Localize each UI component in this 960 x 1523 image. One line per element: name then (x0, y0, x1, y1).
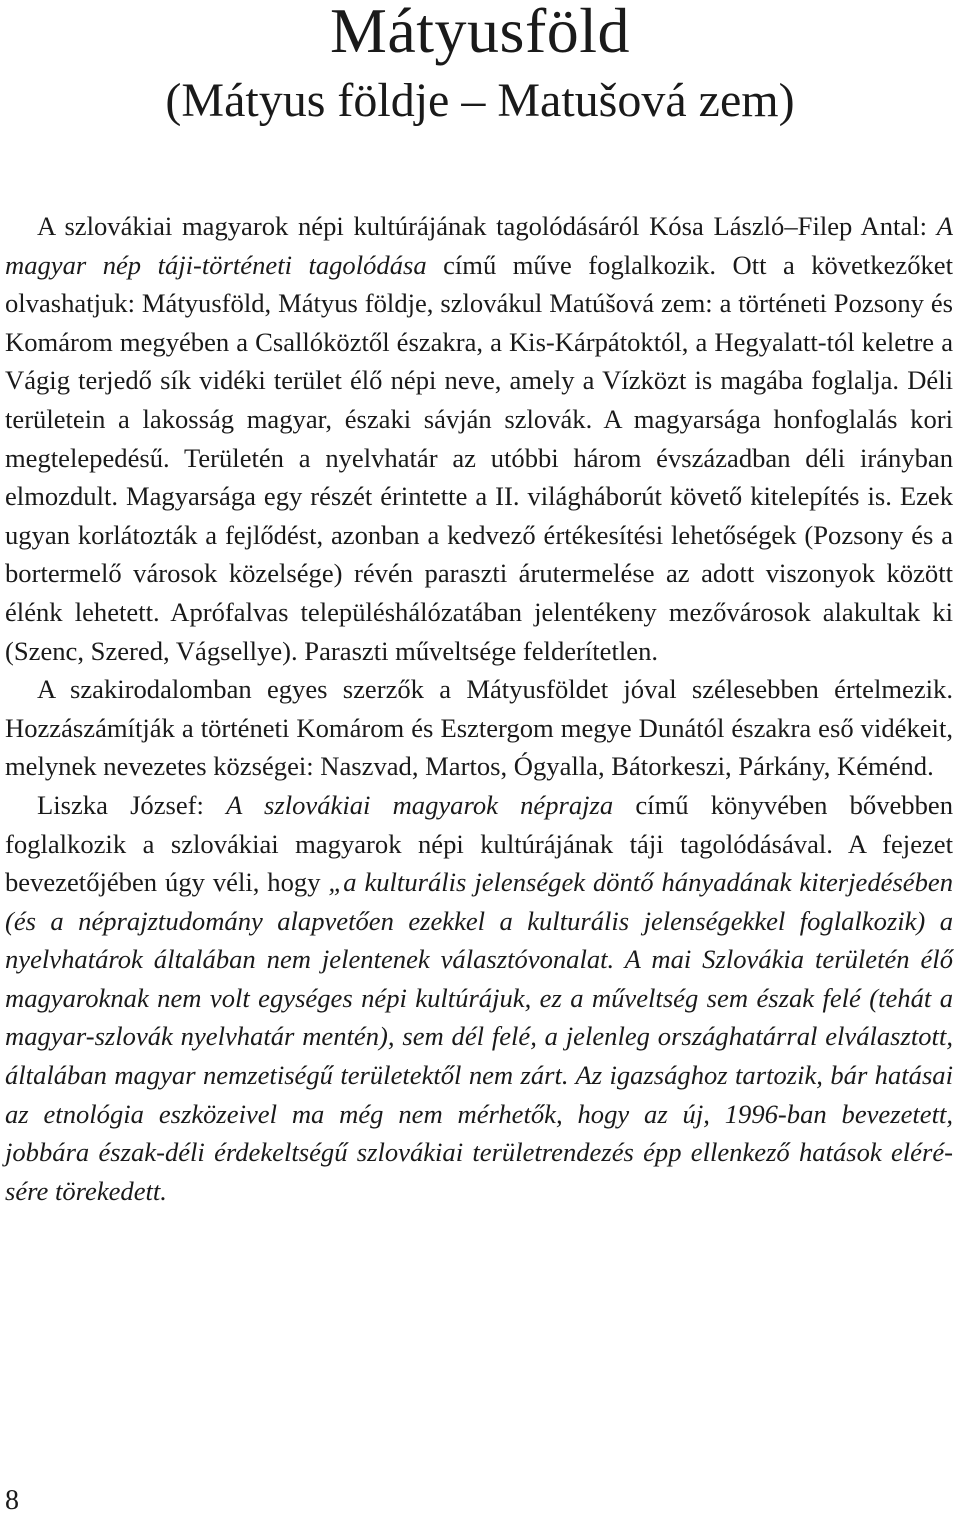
paragraph-3 (5, 786, 953, 1211)
body-text (5, 207, 953, 1210)
paragraph-1-text-c: című műve foglalkozik. Ott a következőket olvashatjuk: Mátyusföld, Mátyus földje, szlovákul Matúšová zem: a történeti Pozsony és Komárom megyében a Csallóköztől északra, a Kis-Kárpátoktól, a Hegyalatt-tól keletre a Vágig terjedő sík vidéki terület élő népi neve, amely a Vízközt is magába foglalja. Déli területein a lakosság magyar, északi sávján szlovák. A magyarsága honfoglalás kori megtelepedésű. Területén a nyelvhatár az utóbbi három évszázadban déli irányban elmozdult. Magyarsága egy részét érintette a II. világháborút követő kitelepítés is. Ezek ugyan korlátozták a fejlődést, azonban a kedvező értékesítési lehetőségek (Pozsony és a bortermelő városok közelsége) révén paraszti árutermelése az adott viszonyok között élénk lehetett. Aprófalvas településhálózatában jelentékeny mezővárosok alakultak ki (Szenc, Szered, Vágsellye). Paraszti műveltsége felderítetlen. (5, 249, 953, 666)
paragraph-2: A szakirodalomban egyes szerzők a Mátyusföldet jóval szélesebben értelmezik. Hozzászámítják a történeti Komárom és Esztergom megye Dunától északra eső vidékeit, melynek nevezetes községei: Naszvad, Martos, Ógyalla, Bátorkeszi, Párkány, Kéménd. (5, 674, 953, 782)
paragraph-1 (5, 207, 953, 670)
paragraph-1-text-a: A szlovákiai magyarok népi kultúrájának tagolódásáról Kósa László–Filep Antal: (37, 211, 937, 241)
page-title: Mátyusföld (329, 0, 631, 66)
paragraph-3-quote: „a kulturális jelenségek döntő hányadának kiterjedésében (és a néprajztudomány alapvetően ezekkel a kulturális jelenségekkel foglalkozik) a nyelvhatárok általában nem jelentenek választóvonalat. A mai Szlovákia területén élő magyaroknak nem volt egységes népi kultúrájuk, ez a műveltség sem észak felé (tehát a magyar-szlovák nyelvhatár mentén), sem dél felé, a jelenleg országhatárral elválasztott, általában magyar nemzetiségű területektől nem zárt. Az igazsághoz tartozik, bár hatásai az etnológia eszközeivel ma még nem mérhetők, hogy az új, 1996-ban bevezetett, jobbára észak-déli érdekeltségű szlovákiai területrendezés épp ellenkező hatások elérésére törekedett. (5, 867, 953, 1206)
page-subtitle: (Mátyus földje – Matušová zem) (165, 74, 795, 127)
paragraph-3-text-c: című könyvében bővebben foglalkozik a szlovákiai magyarok népi kultúrájának táji tagolódásával. A fejezet bevezetőjében úgy véli, hogy (5, 789, 953, 898)
page-number: 8 (5, 1485, 19, 1516)
paragraph-1-book-title: A magyar nép táji-történeti tagolódása (5, 211, 953, 280)
paragraph-3-text-a: Liszka József: (37, 789, 227, 820)
paragraph-3-book-title: A szlovákiai magyarok néprajza (226, 789, 614, 820)
